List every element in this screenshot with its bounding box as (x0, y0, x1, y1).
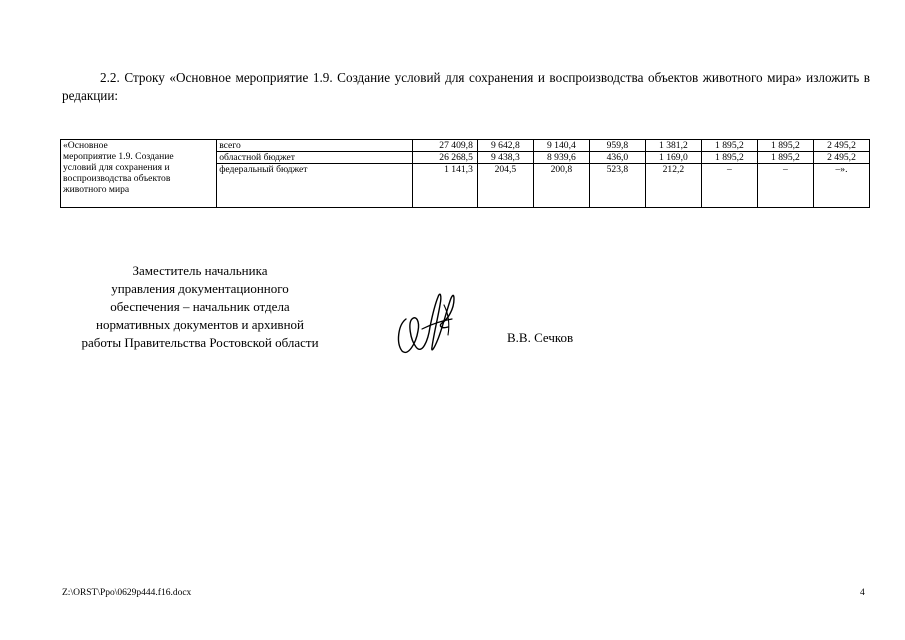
activity-name-line: «Основное (63, 140, 108, 151)
activity-name-line: животного мира (63, 184, 130, 195)
year-value-cell: 9 642,8 (477, 140, 533, 152)
year-value-cell: 1 895,2 (757, 152, 813, 164)
year-value-cell: 1 895,2 (757, 140, 813, 152)
amendment-text: Строку «Основное мероприятие 1.9. Создание условий для сохранения и воспроизводства объектов животного мира» изложить в редакции: (62, 70, 870, 103)
signatory-title-line: нормативных документов и архивной (96, 317, 304, 332)
handwritten-signature (392, 283, 472, 363)
year-value-cell: 1 381,2 (645, 140, 701, 152)
funding-source-cell: всего (217, 140, 413, 152)
year-value-cell: 9 438,3 (477, 152, 533, 164)
activity-name-line: воспроизводства объектов (63, 173, 171, 184)
year-value-cell: 9 140,4 (533, 140, 589, 152)
year-value-cell: – (757, 164, 813, 208)
activity-name-cell (61, 140, 217, 208)
year-value-cell: 523,8 (589, 164, 645, 208)
signatory-title-line: обеспечения – начальник отдела (110, 299, 290, 314)
signatory-title-line: управления документационного (111, 281, 289, 296)
year-value-cell: 959,8 (589, 140, 645, 152)
year-value-cell: – (701, 164, 757, 208)
budget-table (60, 139, 870, 208)
total-cell: 27 409,8 (413, 140, 478, 152)
year-value-cell: 2 495,2 (813, 140, 869, 152)
year-value-cell: 2 495,2 (813, 152, 869, 164)
signatory-title (58, 262, 342, 352)
year-value-cell: 200,8 (533, 164, 589, 208)
funding-source-cell: областной бюджет (217, 152, 413, 164)
amendment-number: 2.2. (100, 70, 120, 85)
signatory-title-line: Заместитель начальника (132, 263, 268, 278)
year-value-cell: 1 895,2 (701, 152, 757, 164)
year-value-cell: 1 895,2 (701, 140, 757, 152)
table-row (61, 140, 870, 152)
activity-name-line: мероприятие 1.9. Создание (63, 151, 174, 162)
total-cell: 26 268,5 (413, 152, 478, 164)
year-value-cell: –». (813, 164, 869, 208)
year-value-cell: 212,2 (645, 164, 701, 208)
signatory-name: В.В. Сечков (507, 330, 574, 345)
amendment-paragraph (62, 69, 870, 105)
signatory-title-line: работы Правительства Ростовской области (81, 335, 319, 350)
file-path: Z:\ORST\Ppo\0629p444.f16.docx (62, 588, 192, 598)
year-value-cell: 436,0 (589, 152, 645, 164)
activity-name-line: условий для сохранения и (63, 162, 170, 173)
year-value-cell: 204,5 (477, 164, 533, 208)
funding-source-cell: федеральный бюджет (217, 164, 413, 208)
year-value-cell: 8 939,6 (533, 152, 589, 164)
page-number: 4 (860, 588, 865, 598)
year-value-cell: 1 169,0 (645, 152, 701, 164)
total-cell: 1 141,3 (413, 164, 478, 208)
